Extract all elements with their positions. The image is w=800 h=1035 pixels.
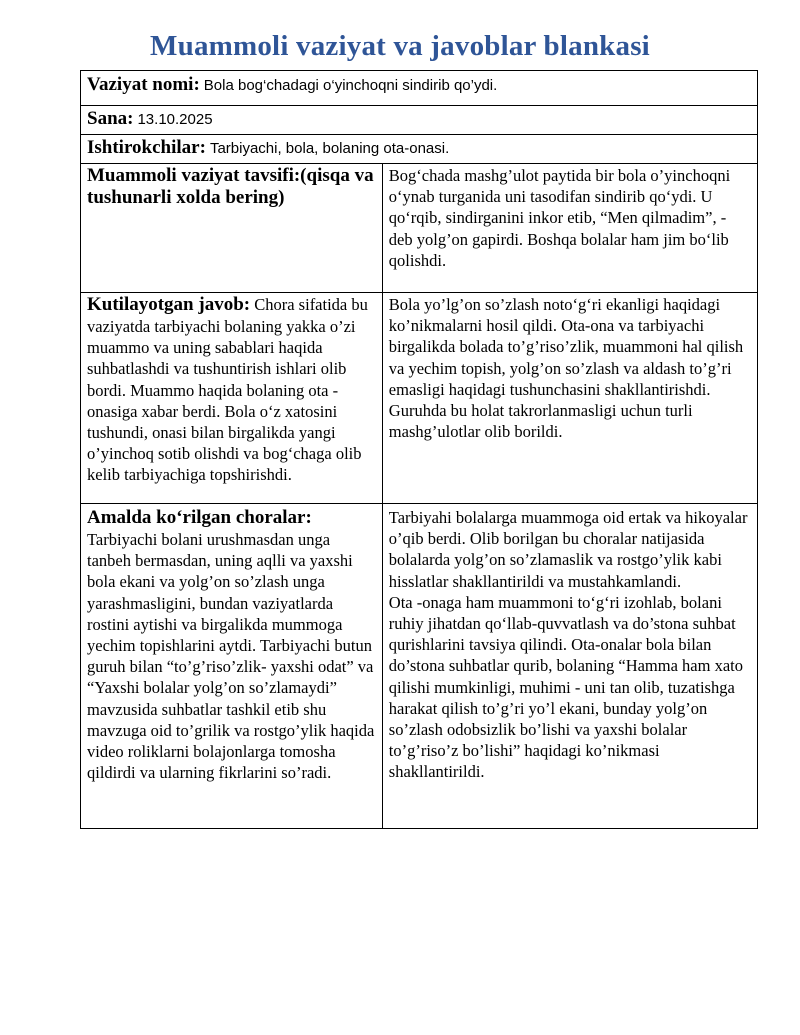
date-cell — [81, 106, 758, 135]
participants-value: Tarbiyachi, bola, bolaning ota-onasi. — [209, 140, 450, 157]
description-row — [81, 164, 758, 293]
participants-row — [81, 135, 758, 164]
actions-label: Amalda ko‘rilgan choralar: — [87, 507, 312, 528]
date-label: Sana: — [87, 108, 134, 129]
participants-cell — [81, 135, 758, 164]
actions-left-text: Tarbiyachi bolani urushmasdan unga tanbeh bermasdan, uning aqlli va yaxshi bola ekani va yolg’on so’zlash unga yarashmasligini, bundan vaziyatlarda rostini aytishi va birgalikda mummoga yechim topishlarini aytdi. Tarbiyachi butun guruh bilan “to’g’riso’zlik- yaxshi odat” va “Yaxshi bolalar yolg’on so’zlamaydi” mavzusida suhbatlar tashkil etib shu mavzuga oid to’grilik va rostgo’ylik haqida video roliklarni bolajonlarga tomosha qildirdi va ularning fikrlarini so’radi. — [87, 530, 375, 783]
actions-right-cell — [382, 504, 757, 829]
date-value: 13.10.2025 — [137, 111, 213, 128]
expected-answer-row — [81, 293, 758, 504]
expected-right-text: Bola yo’lg’on so’zlash noto‘g‘ri ekanligi haqidagi ko’nikmalarni hosil qildi. Ota-ona va tarbiyachi birgalikda bolada to’g’riso’zlik, muammoni hal qilish va yechim topish, yolg’on so’zlash va aldash to’g’ri emasligi haqidagi tushunchasini shakllantirishdi. Guruhda bu holat takrorlanmasligi uchun turli mashg’ulotlar olib borildi. — [388, 295, 744, 442]
actions-right-text-2: Ota -onaga ham muammoni to‘g‘ri izohlab, bolani ruhiy jihatdan qo‘llab-quvvatlash va do’stona suhbat qurishlarini tavsiya qilindi. Ota-onalar bola bilan do’stona suhbatlar qurib, bolaning “Hamma ham xato qilishi mumkinligi, muhimi - uni tan olib, tuzatishga harakat qilish to’g’ri yo’l ekani, bunday yolg’on so’zlash odobsizlik bo’lishi va yaxshi bolalar to’g’riso’z bo’lishi” haqidagi ko’nikmasi shakllantirildi. — [388, 592, 743, 782]
description-text-cell — [382, 164, 757, 293]
actions-right-text-1: Tarbiyahi bolalarga muammoga oid ertak va hikoyalar o’qib berdi. Olib borilgan bu choralar natijasida bolalarda yolg’on so’zlamaslik va rostgo’ylik kabi hisslatlar shakllantirildi va mustahkamlandi. — [388, 508, 748, 591]
date-row — [81, 106, 758, 135]
actions-left-cell — [81, 504, 383, 829]
page-title: Muammoli vaziyat va javoblar blankasi — [150, 30, 650, 62]
situation-name-label: Vaziyat nomi: — [87, 74, 200, 95]
situation-name-row — [81, 71, 758, 106]
participants-label: Ishtirokchilar: — [87, 137, 206, 158]
situation-name-cell — [81, 71, 758, 106]
problem-situation-form — [80, 70, 758, 829]
expected-right-cell — [382, 293, 757, 504]
situation-name-value: Bola bog‘chadagi o‘yinchoqni sindirib qo’ydi. — [203, 77, 498, 94]
expected-left-text: Chora sifatida bu vaziyatda tarbiyachi bolaning yakka o’zi muammo va uning sabablari haqida suhbatlashdi va tushuntirish ishlari olib bordi. Muammo haqida bolaning ota - onasiga xabar berdi. Bola o‘z xatosini tushundi, onasi bilan birgalikda yangi o’yinchoq sotib olishdi va bog‘chaga olib kelib tarbiyachiga topshirishdi. — [87, 295, 368, 485]
description-label: Muammoli vaziyat tavsifi:(qisqa va tushunarli xolda bering) — [87, 165, 374, 208]
expected-left-cell — [81, 293, 383, 504]
expected-answer-label: Kutilayotgan javob: — [87, 294, 251, 315]
description-label-cell — [81, 164, 383, 293]
actions-row — [81, 504, 758, 829]
description-text: Bog‘chada mashg’ulot paytida bir bola o’yinchoqni o‘ynab turganida uni tasodifan sindirib qo‘ydi. U qo‘rqib, sindirganini inkor etib, “Men qilmadim”, - deb yolg’on gapirdi. Boshqa bolalar ham jim bo‘lib qolishdi. — [388, 166, 731, 270]
